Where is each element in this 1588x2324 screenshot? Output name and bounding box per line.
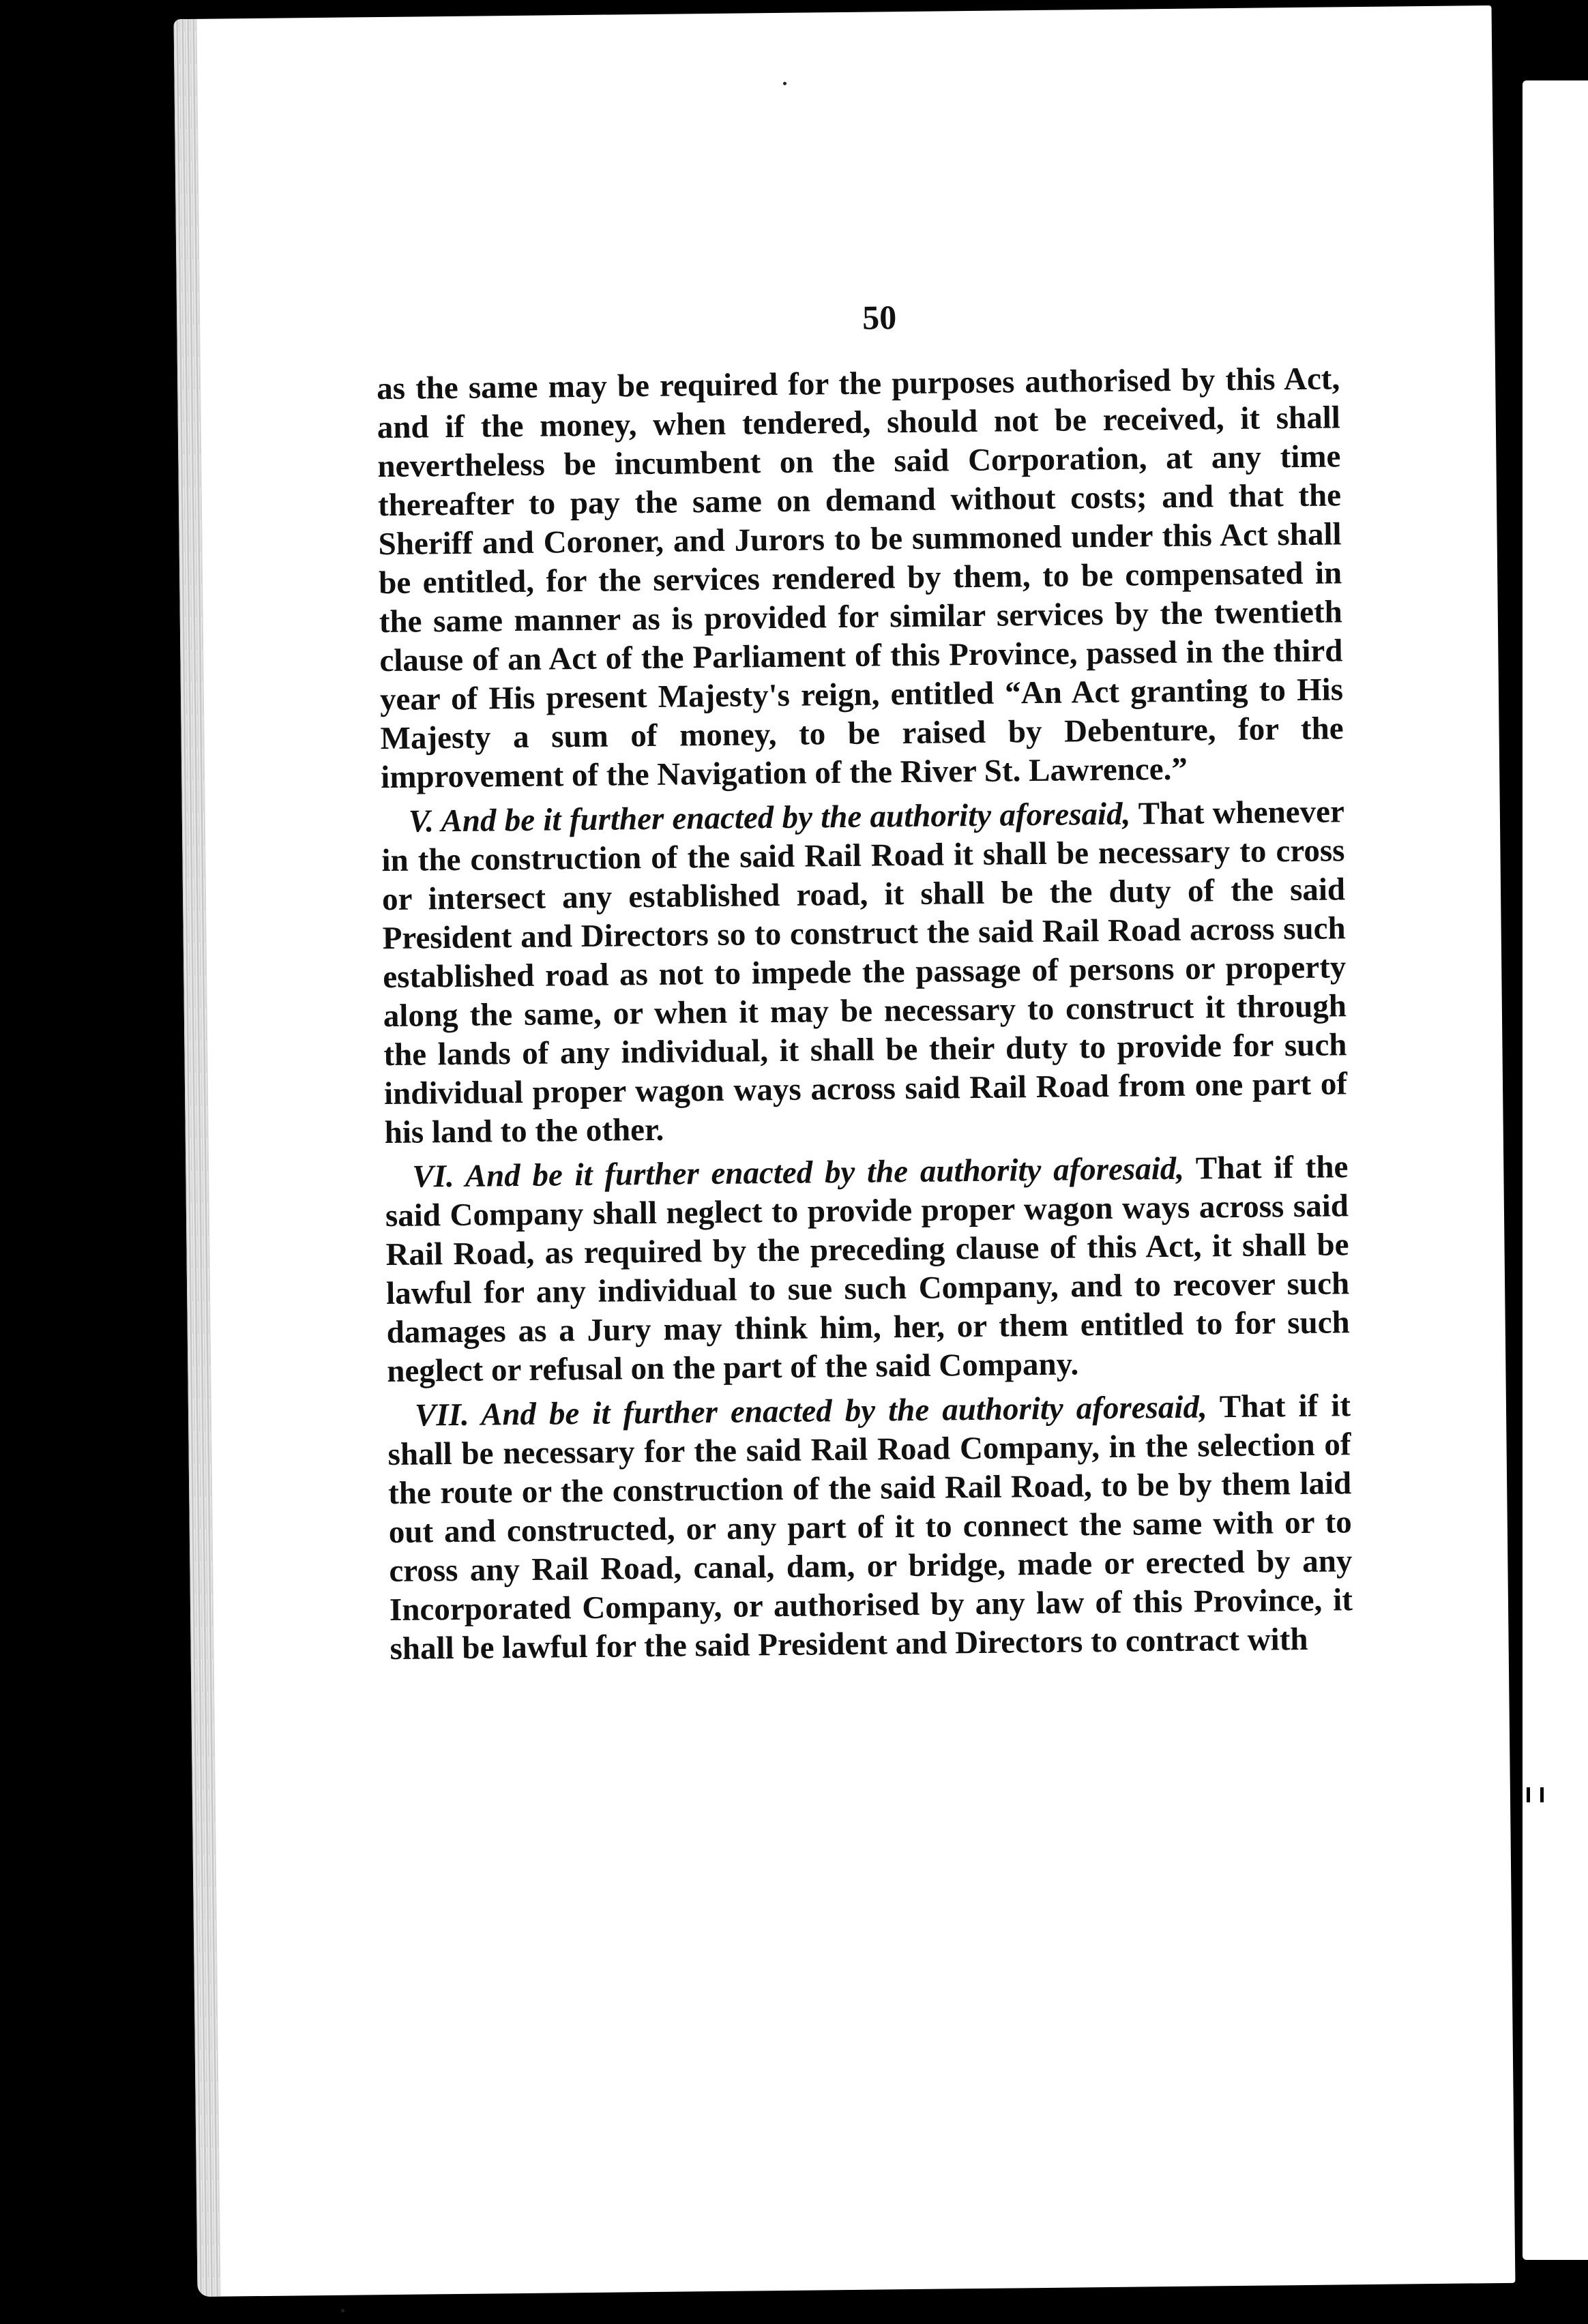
paragraph-text: as the same may be required for the purposes authorised by this Act, and if the money, when tendered, should not be received, it shall nevertheless be incumbent on the said Corporation, at any time thereafter to pay the same on demand without costs; and that the Sheriff and Coroner, and Jurors to be summoned under this Act shall be entitled, for the services rendered by them, to be compensated in the same manner as is provided for similar services by the twentieth clause of an Act of the Parliament of this Province, passed in the third year of His present Majesty's reign, entitled “An Act granting to His Majesty a sum of money, to be raised by Debenture, for the improvement of the Navigation of the River St. Lawrence.” <box>376 361 1344 796</box>
section-text: That if the said Company shall neglect to provide proper wagon ways across said Rail Road, as required by the preceding clause of this Act, it shall be lawful for any individual to sue such Company, and to recover such damages as a Jury may think him, her, or them entitled to for such neglect or refusal on the part of the said Company. <box>385 1149 1350 1390</box>
paragraph-continuation <box>377 359 1344 797</box>
section-lead: VI. And be it further enacted by the authority aforesaid, <box>412 1150 1185 1195</box>
book-page <box>174 5 1516 2297</box>
facing-page-mark <box>1527 1787 1530 1802</box>
section-v <box>381 792 1348 1152</box>
page-number: 50 <box>862 298 897 337</box>
facing-page-edge <box>1523 80 1588 2260</box>
facing-page-mark <box>1540 1787 1544 1802</box>
scan-speck <box>341 2309 344 2312</box>
section-lead: VII. And be it further enacted by the authority aforesaid, <box>414 1389 1207 1433</box>
section-vii <box>387 1386 1353 1669</box>
page-edge <box>174 19 221 2297</box>
section-text: That whenever in the construction of the said Rail Road it shall be necessary to cross or intersect any established road, it shall be the duty of the said President and Directors so to construct the said Rail Road across such established road as not to impede the passage of persons or property along the same, or when it may be necessary to construct it through the lands of any individual, it shall be their duty to provide for such individual proper wagon ways across said Rail Road from one part of his land to the other. <box>381 794 1348 1151</box>
scan-speck <box>783 82 786 85</box>
section-lead: V. And be it further enacted by the authority aforesaid, <box>408 796 1131 839</box>
section-vi <box>385 1148 1351 1391</box>
page-text-block <box>376 293 1353 1669</box>
section-text: That if it shall be necessary for the said Rail Road Company, in the selection of the route or the construction of the said Rail Road, to be by them laid out and constructed, or any part of it to connect the same with or to cross any Rail Road, canal, dam, or bridge, made or erected by any Incorporated Company, or authorised by any law of this Province, it shall be lawful for the said President and Directors to contract with <box>387 1388 1353 1667</box>
